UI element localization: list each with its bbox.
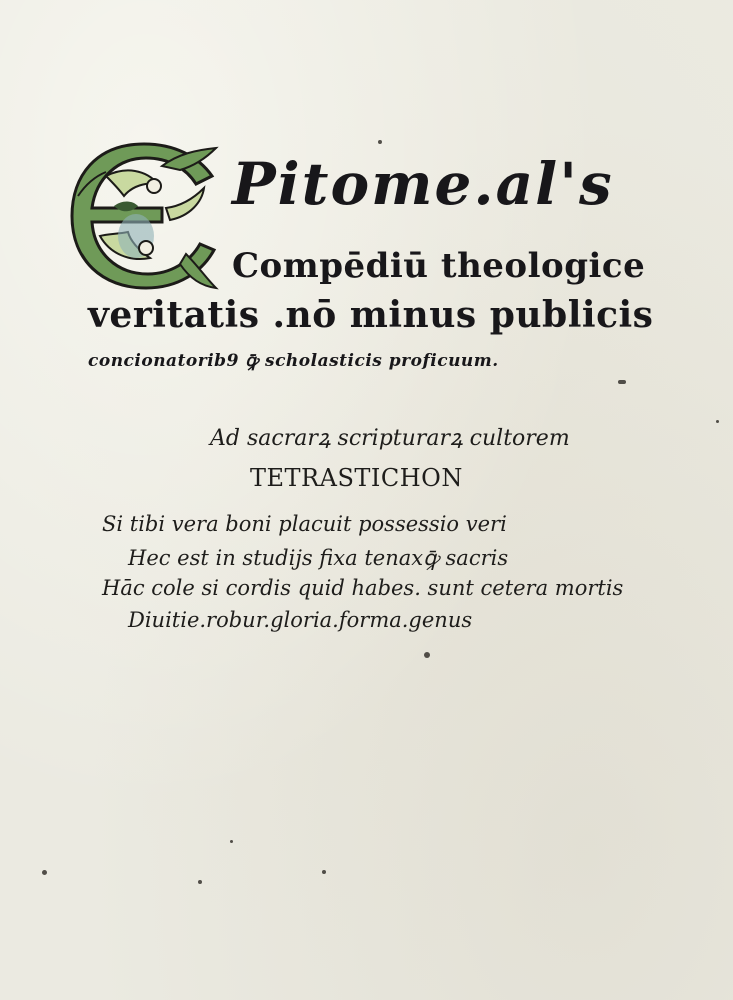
verse-line-4: Diuitie.robur.gloria.forma.genus <box>128 608 473 632</box>
paper-speck <box>230 840 233 843</box>
paper-speck <box>378 140 382 144</box>
paper-speck <box>716 420 719 423</box>
decorated-initial-e-icon <box>66 136 222 294</box>
paper-speck <box>322 870 326 874</box>
verse-line-1: Si tibi vera boni placuit possessio veri <box>102 512 507 536</box>
title-line-4: concionatorib9 ꝙ̄ scholasticis proficuum. <box>88 351 499 371</box>
title-line-1: Pitome.al's <box>232 150 614 218</box>
verse-heading: TETRASTICHON <box>250 464 463 492</box>
paper-speck <box>198 880 202 884</box>
paper-speck <box>424 652 430 658</box>
paper-speck <box>42 870 47 875</box>
title-line-2: Compēdiū theologice <box>232 246 646 286</box>
verse-line-2: Hec est in studijs fixa tenaxꝙ̄ sacris <box>128 546 509 570</box>
paper-speck <box>618 380 626 384</box>
title-line-3: veritatis .nō minus publicis <box>88 294 654 336</box>
dedication-line: Ad sacrarꝝ scripturarꝝ cultorem <box>210 426 570 451</box>
verse-line-3: Hāc cole si cordis quid habes. sunt cetera mortis <box>102 576 624 600</box>
